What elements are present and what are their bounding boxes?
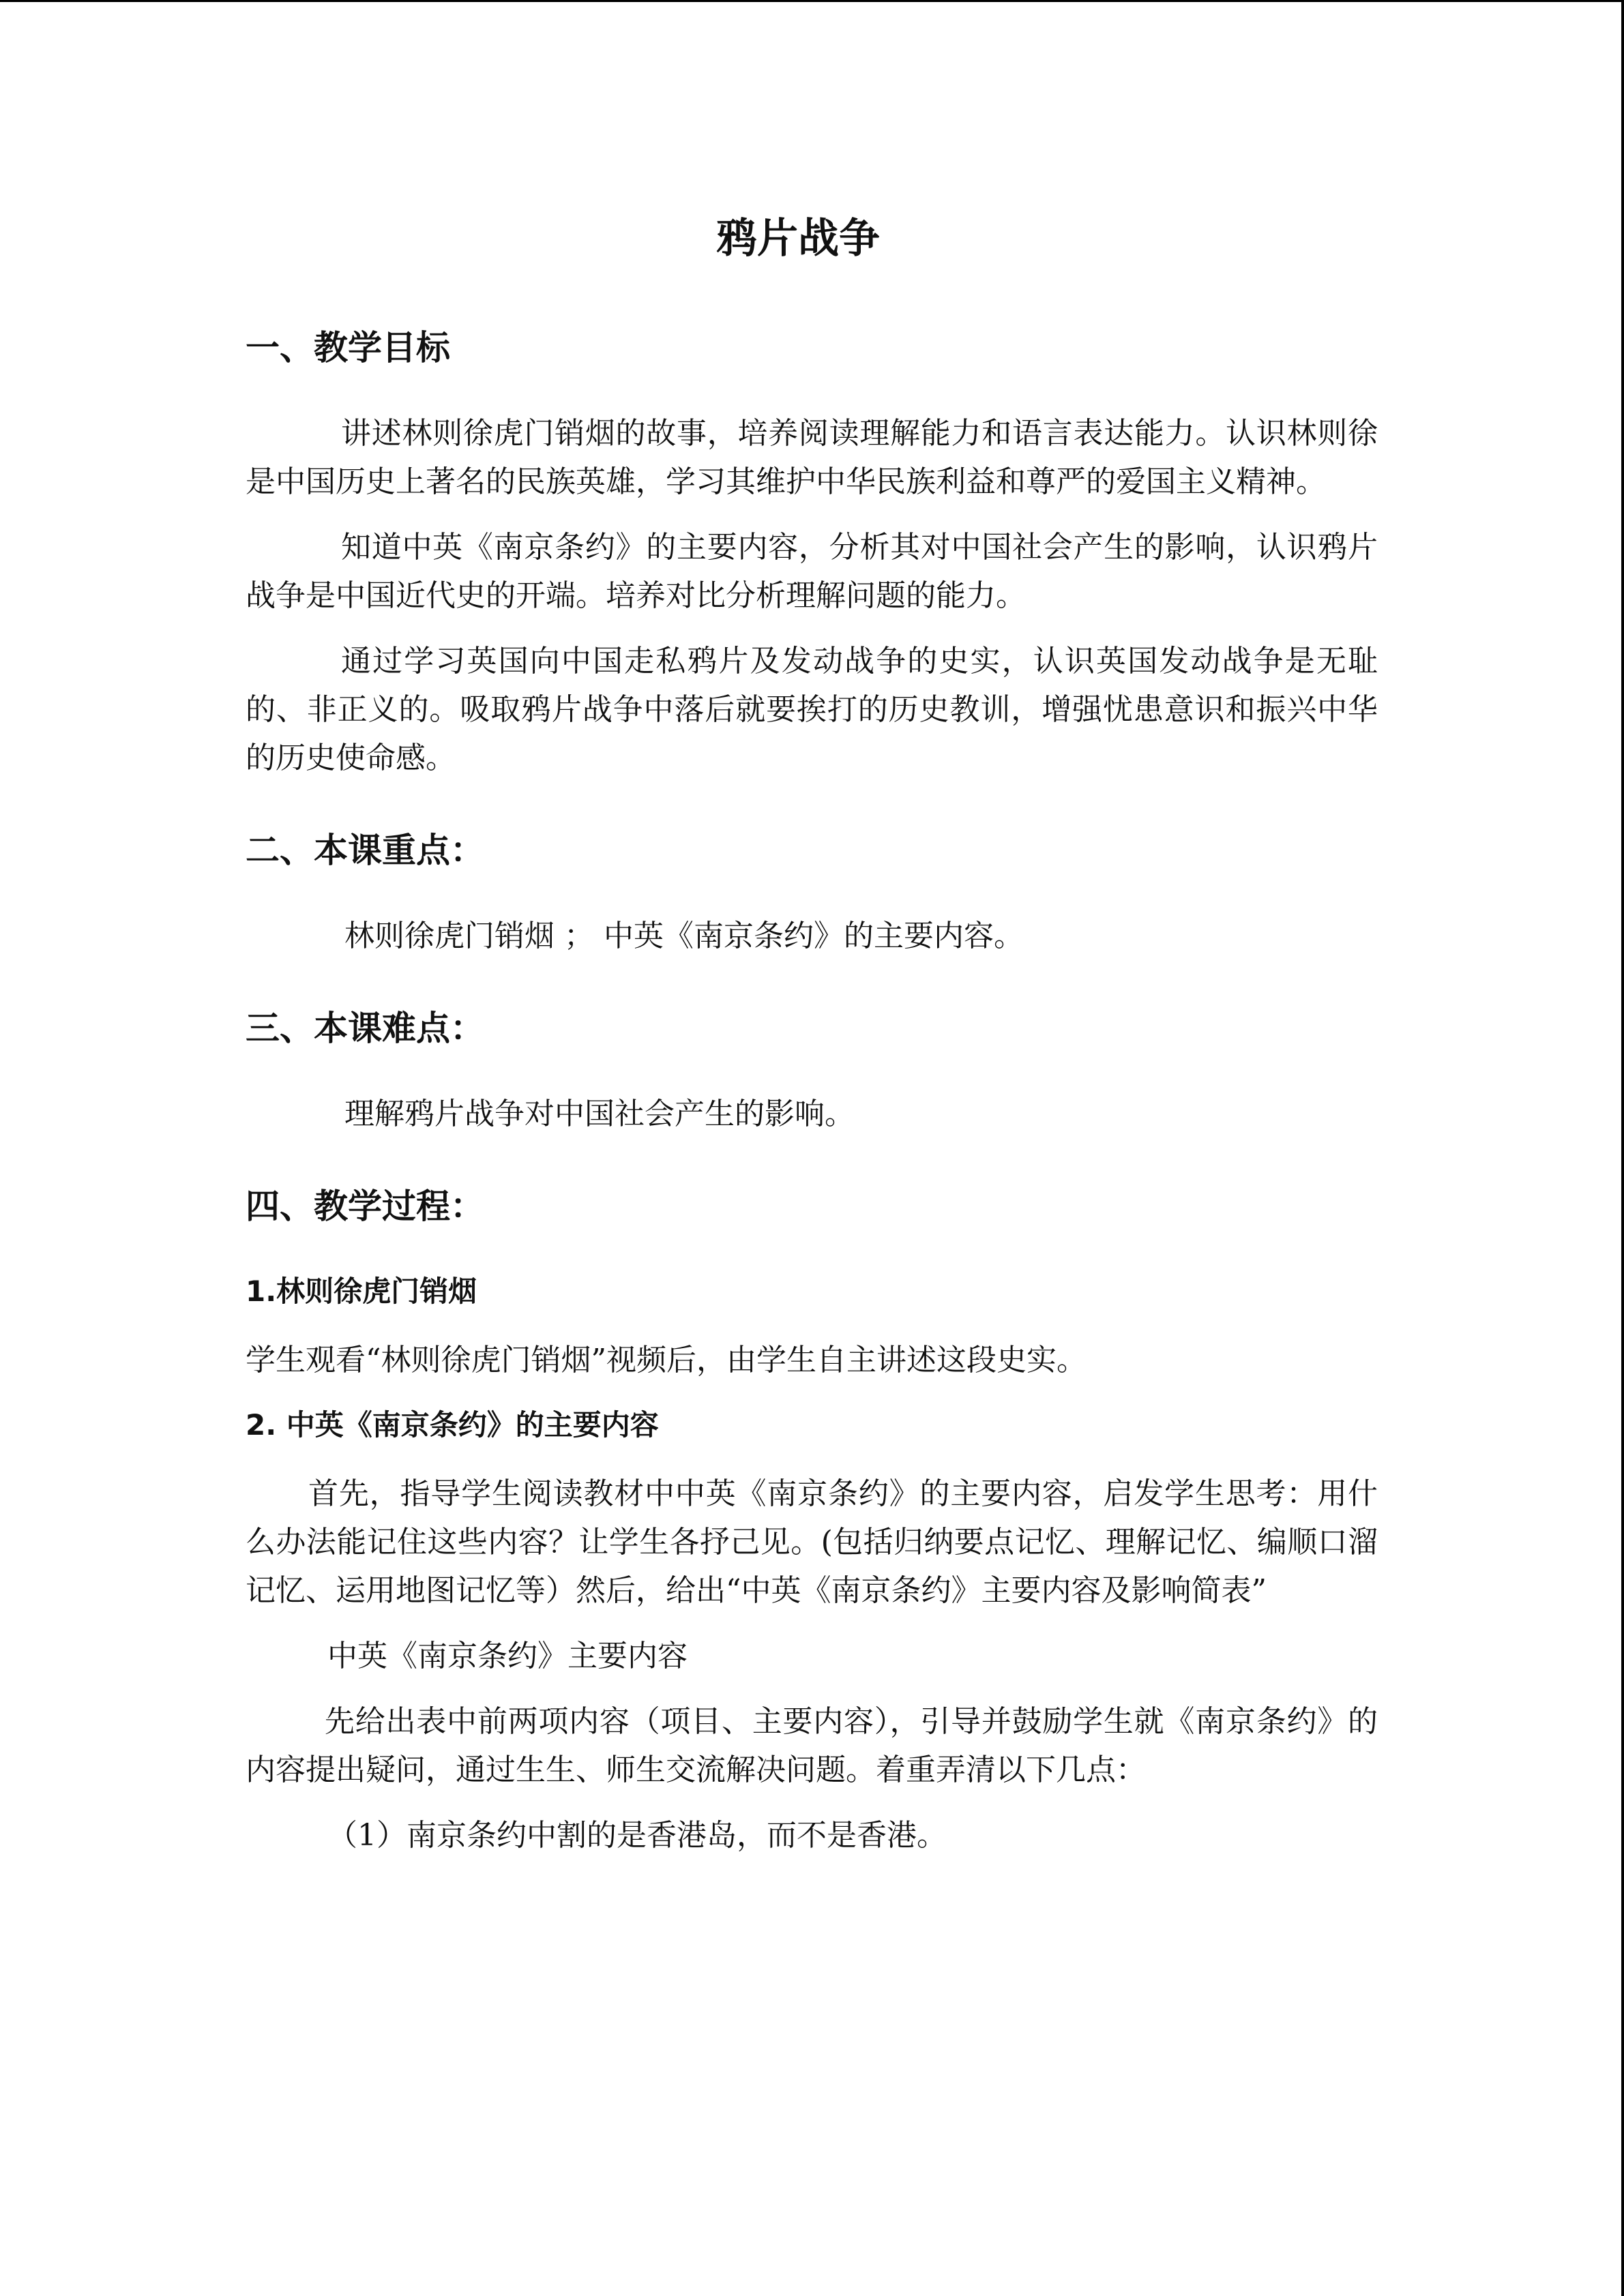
difficulties-text: 理解鸦片战争对中国社会产生的影响。 [344,1097,855,1131]
heading-teaching-process: 四、教学过程： [246,1187,484,1226]
subheading-lin-zexu: 1.林则徐虎门销烟 [246,1274,477,1308]
page-top-border [0,0,1624,2]
heading-difficulties: 三、本课难点： [246,1009,484,1048]
heading-key-points: 二、本课重点： [246,831,484,870]
document-body [246,205,1378,1877]
goal-paragraph-2: 知道中英《南京条约》的主要内容，分析其对中国社会产生的影响，认识鸦片战争是中国近代史的开端。培养对比分析理解问题的能力。 [246,530,1378,613]
subheading-nanjing-treaty: 2. 中英《南京条约》的主要内容 [246,1408,659,1442]
goal-paragraph-3: 通过学习英国向中国走私鸦片及发动战争的史实，认识英国发动战争是无耻的、非正义的。吸取鸦片战争中落后就要挨打的历史教训，增强忧患意识和振兴中华的历史使命感。 [246,644,1378,775]
key-points-text: 林则徐虎门销烟 ； 中英《南京条约》的主要内容。 [344,919,1024,953]
document-title: 鸦片战争 [716,215,880,263]
lin-zexu-text: 学生观看“林则徐虎门销烟”视频后，由学生自主讲述这段史实。 [246,1343,1087,1377]
page-right-border [1621,0,1624,2296]
heading-teaching-goals: 一、教学目标 [246,328,450,368]
table-caption: 中英《南京条约》主要内容 [327,1639,688,1673]
nanjing-treaty-paragraph-1: 首先，指导学生阅读教材中中英《南京条约》的主要内容，启发学生思考：用什么办法能记住这些内容？让学生各抒己见。(包括归纳要点记忆、理解记忆、编顺口溜记忆、运用地图记忆等）然后，给出“中英《南京条约》主要内容及影响简表” [246,1476,1378,1608]
point-1: （1）南京条约中割的是香港岛，而不是香港。 [327,1818,947,1853]
nanjing-treaty-paragraph-2: 先给出表中前两项内容（项目、主要内容），引导并鼓励学生就《南京条约》的内容提出疑问，通过生生、师生交流解决问题。着重弄清以下几点： [246,1704,1378,1787]
goal-paragraph-1: 讲述林则徐虎门销烟的故事，培养阅读理解能力和语言表达能力。认识林则徐是中国历史上著名的民族英雄，学习其维护中华民族利益和尊严的爱国主义精神。 [246,416,1378,499]
